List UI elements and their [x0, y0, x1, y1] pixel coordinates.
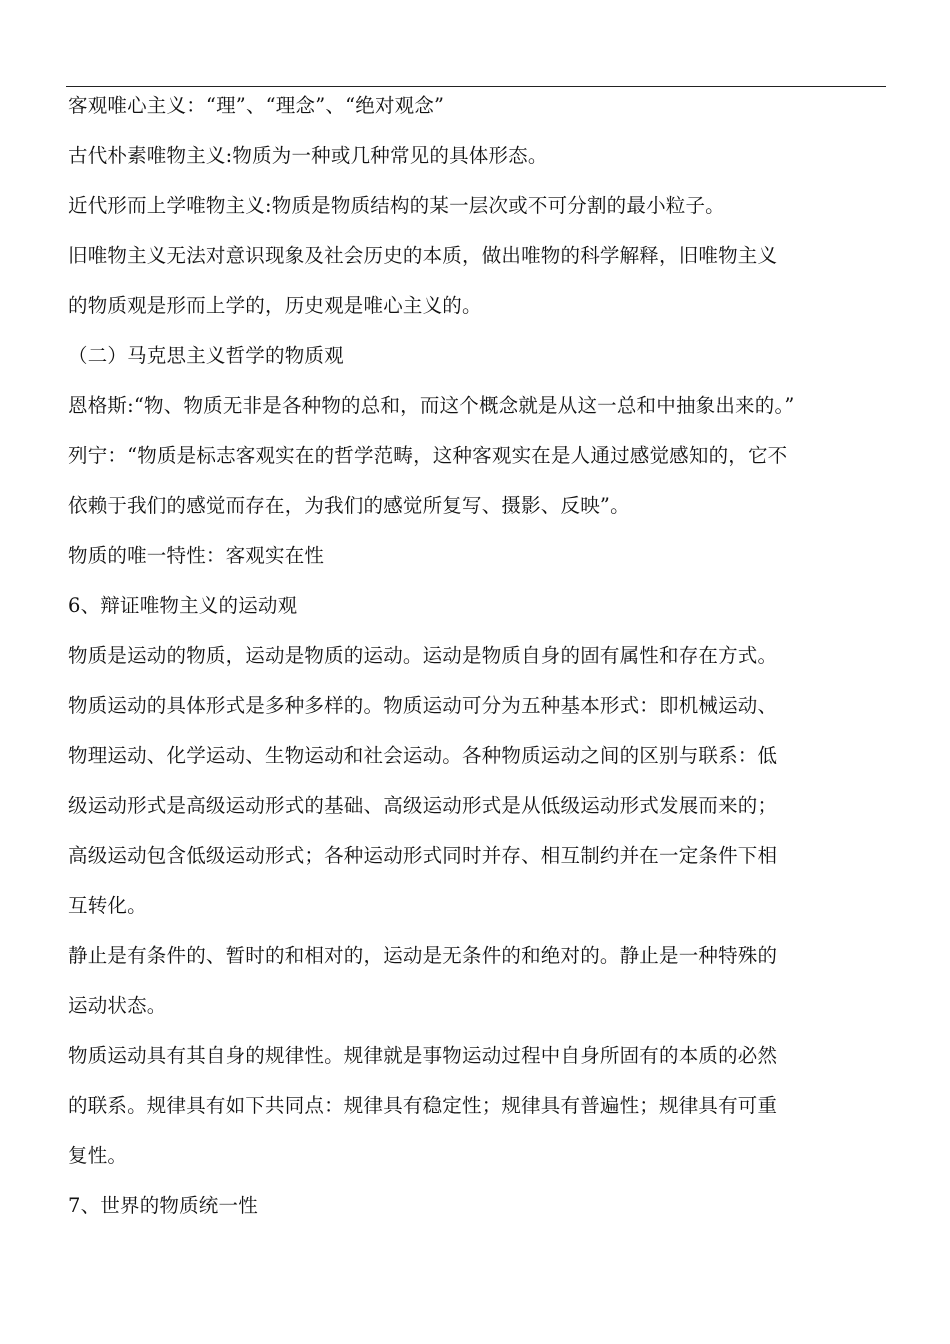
text-line-5: 的物质观是形而上学的，历史观是唯心主义的。 — [68, 294, 482, 317]
text-line-13: 物质运动的具体形式是多种多样的。物质运动可分为五种基本形式：即机械运动、 — [68, 694, 778, 717]
text-line-10: 物质的唯一特性：客观实在性 — [68, 544, 325, 567]
header-rule — [66, 86, 886, 87]
text-line-3: 近代形而上学唯物主义:物质是物质结构的某一层次或不可分割的最小粒子。 — [68, 194, 725, 217]
text-line-15: 级运动形式是高级运动形式的基础、高级运动形式是从低级运动形式发展而来的； — [68, 794, 778, 817]
text-line-9: 依赖于我们的感觉而存在，为我们的感觉所复写、摄影、反映”。 — [68, 494, 630, 517]
text-line-20: 物质运动具有其自身的规律性。规律就是事物运动过程中自身所固有的本质的必然 — [68, 1044, 778, 1067]
section-heading-6: 6、辩证唯物主义的运动观 — [68, 594, 298, 617]
section-heading-7: 7、世界的物质统一性 — [68, 1194, 258, 1217]
text-line-7: 恩格斯:“物、物质无非是各种物的总和，而这个概念就是从这一总和中抽象出来的。” — [68, 394, 795, 417]
section-heading-marxist-view: （二）马克思主义哲学的物质观 — [68, 344, 344, 367]
text-line-1: 客观唯心主义：“理”、“理念”、“绝对观念” — [68, 94, 445, 117]
text-line-21: 的联系。规律具有如下共同点：规律具有稳定性；规律具有普遍性；规律具有可重 — [68, 1094, 778, 1117]
text-line-17: 互转化。 — [68, 894, 147, 917]
text-line-18: 静止是有条件的、暂时的和相对的，运动是无条件的和绝对的。静止是一种特殊的 — [68, 944, 778, 967]
text-line-8: 列宁：“物质是标志客观实在的哲学范畴，这种客观实在是人通过感觉感知的，它不 — [68, 444, 788, 467]
text-line-16: 高级运动包含低级运动形式；各种运动形式同时并存、相互制约并在一定条件下相 — [68, 844, 778, 867]
text-line-12: 物质是运动的物质，运动是物质的运动。运动是物质自身的固有属性和存在方式。 — [68, 644, 778, 667]
text-line-2: 古代朴素唯物主义:物质为一种或几种常见的具体形态。 — [68, 144, 548, 167]
text-line-19: 运动状态。 — [68, 994, 167, 1017]
text-line-4: 旧唯物主义无法对意识现象及社会历史的本质，做出唯物的科学解释，旧唯物主义 — [68, 244, 778, 267]
text-line-22: 复性。 — [68, 1144, 128, 1167]
text-line-14: 物理运动、化学运动、生物运动和社会运动。各种物质运动之间的区别与联系：低 — [68, 744, 778, 767]
